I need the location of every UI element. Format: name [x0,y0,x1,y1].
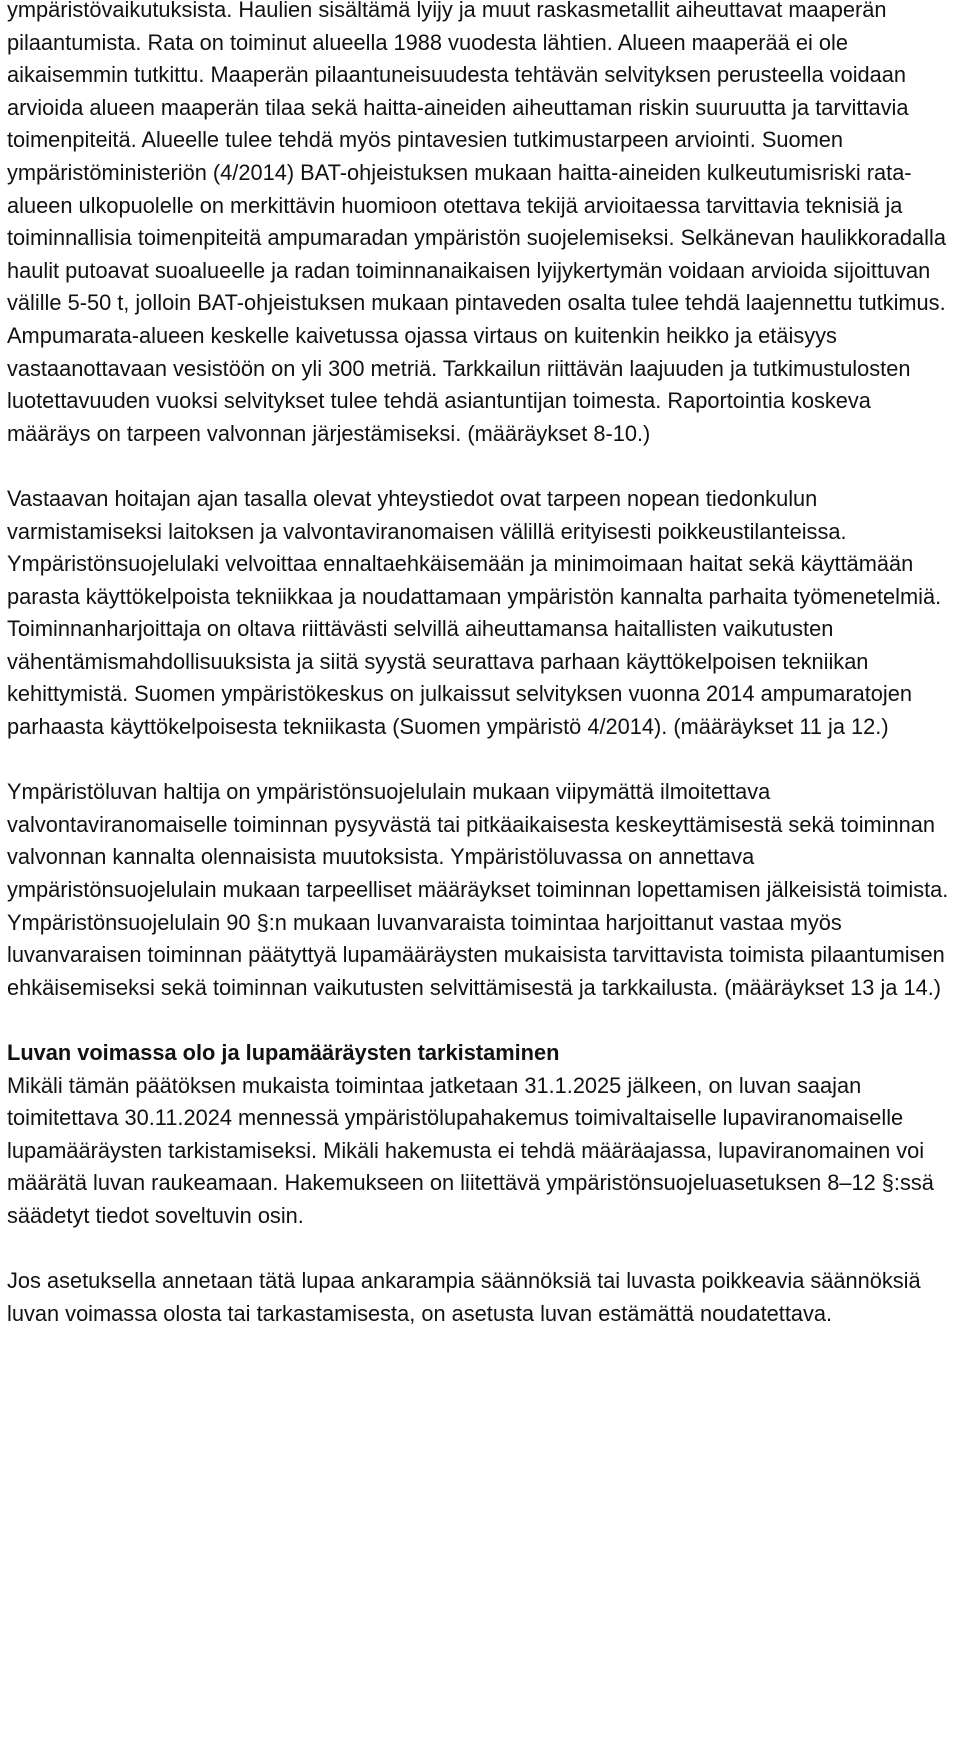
paragraph-closing: Jos asetuksella annetaan tätä lupaa ankarampia säännöksiä tai luvasta poikkeavia säännöksiä luvan voimassa olosta tai tarkastamisesta, on asetusta luvan estämättä noudatettava. [7,1268,921,1326]
paragraph-responsible-manager: Vastaavan hoitajan ajan tasalla olevat yhteystiedot ovat tarpeen nopean tiedonkulun varmistamiseksi laitoksen ja valvontaviranomaisen välillä erityisesti poikkeustilanteissa. Ympäristönsuojelulaki velvoittaa ennaltaehkäisemään ja minimoimaan haitat sekä käyttämään parasta käyttökelpoista tekniikkaa ja noudattamaan ympäristön kannalta parhaita työmenetelmiä. Toiminnanharjoittaja on oltava riittävästi selvillä aiheuttamansa haitallisten vaikutusten vähentämismahdollisuuksista ja siitä syystä seurattava parhaan käyttökelpoisen tekniikan kehittymistä. Suomen ympäristökeskus on julkaissut selvityksen vuonna 2014 ampumaratojen parhaasta käyttökelpoisesta tekniikasta (Suomen ympäristö 4/2014). (määräykset 11 ja 12.) [7,485,942,740]
section-heading: Luvan voimassa olo ja lupamääräysten tarkistaminen [7,1040,560,1065]
section-permit-validity [7,1037,952,1233]
document-page [7,0,952,1330]
section-body: Mikäli tämän päätöksen mukaista toimintaa jatketaan 31.1.2025 jälkeen, on luvan saajan toimitettava 30.11.2024 mennessä ympäristölupahakemus toimivaltaiselle lupaviranomaiselle lupamääräysten tarkistamiseksi. Mikäli hakemusta ei tehdä määräajassa, lupaviranomainen voi määrätä luvan raukeamaan. Hakemukseen on liitettävä ympäristönsuojeluasetuksen 8–12 §:ssä säädetyt tiedot soveltuvin osin. [7,1072,934,1228]
paragraph-permit-holder-obligations: Ympäristöluvan haltija on ympäristönsuojelulain mukaan viipymättä ilmoitettava valvontaviranomaiselle toiminnan pysyvästä tai pitkäaikaisesta keskeyttämisestä sekä toiminnan valvonnan kannalta olennaisista muutoksista. Ympäristöluvassa on annettava ympäristönsuojelulain mukaan tarpeelliset määräykset toiminnan lopettamisen jälkeisistä toimista. Ympäristönsuojelulain 90 §:n mukaan luvanvaraista toimintaa harjoittanut vastaa myös luvanvaraisen toiminnan päätyttyä lupamääräysten mukaisista tarvittavista toimista pilaantumisen ehkäisemiseksi sekä toiminnan vaikutusten selvittämisestä ja tarkkailusta. (määräykset 13 ja 14.) [7,779,949,1000]
paragraph-environmental-impacts: ympäristövaikutuksista. Haulien sisältämä lyijy ja muut raskasmetallit aiheuttavat maaperän pilaantumista. Rata on toiminut alueella 1988 vuodesta lähtien. Alueen maaperää ei ole aikaisemmin tutkittu. Maaperän pilaantuneisuudesta tehtävän selvityksen perusteella voidaan arvioida alueen maaperän tilaa sekä haitta-aineiden aiheuttaman riskin suuruutta ja tarvittavia toimenpiteitä. Alueelle tulee tehdä myös pintavesien tutkimustarpeen arviointi. Suomen ympäristöministeriön (4/2014) BAT-ohjeistuksen mukaan haitta-aineiden kulkeutumisriski rata-alueen ulkopuolelle on merkittävin huomioon otettava tekijä arvioitaessa tarvittavia teknisiä ja toiminnallisia toimenpiteitä ampumaradan ympäristön suojelemiseksi. Selkänevan haulikkoradalla haulit putoavat suoalueelle ja radan toiminnanaikaisen lyijykertymän voidaan arvioida sijoittuvan välille 5-50 t, jolloin BAT-ohjeistuksen mukaan pintaveden osalta tulee tehdä laajennettu tutkimus. Ampumarata-alueen keskelle kaivetussa ojassa virtaus on kuitenkin heikko ja etäisyys vastaanottavaan vesistöön on yli 300 metriä. Tarkkailun riittävän laajuuden ja tutkimustulosten luotettavuuden vuoksi selvitykset tulee tehdä asiantuntijan toimesta. Raportointia koskeva määräys on tarpeen valvonnan järjestämiseksi. (määräykset 8-10.) [7,0,946,446]
